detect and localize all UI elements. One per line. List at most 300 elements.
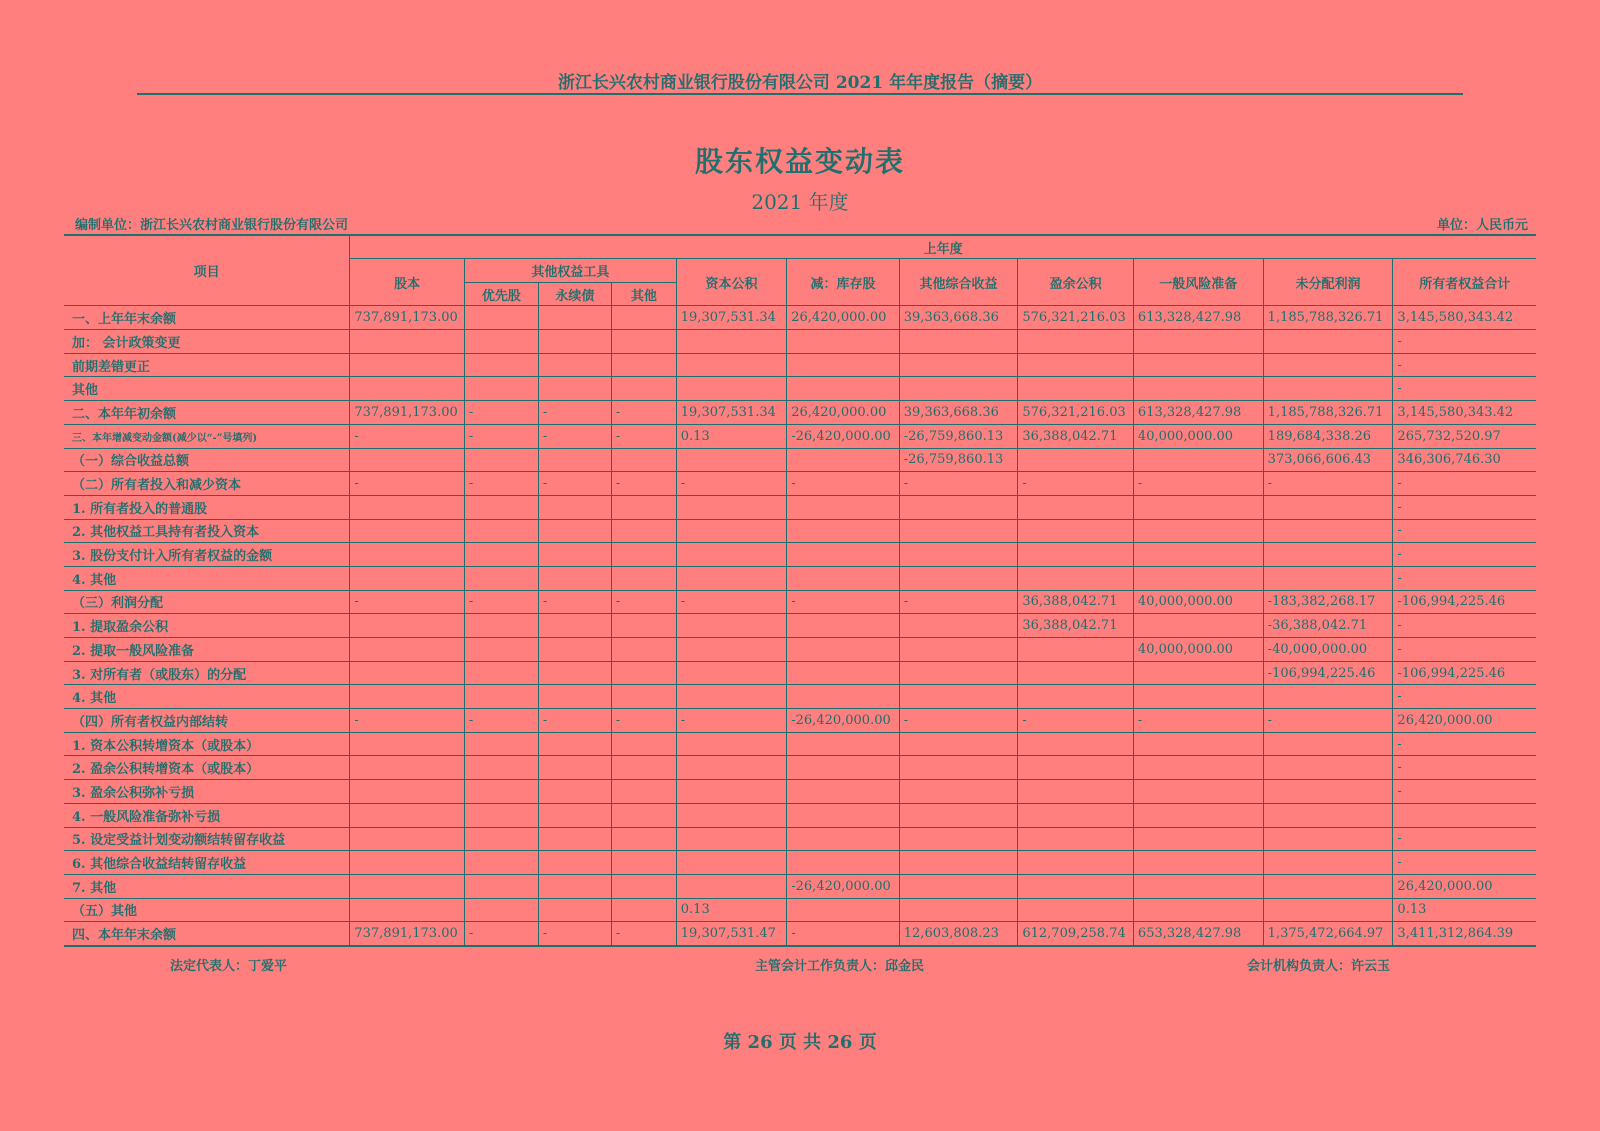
table-cell — [787, 543, 900, 567]
table-cell — [676, 377, 786, 401]
table-cell — [899, 732, 1018, 756]
table-cell — [464, 685, 538, 709]
table-cell — [538, 732, 611, 756]
table-cell — [464, 756, 538, 780]
table-cell — [1018, 377, 1134, 401]
table-cell: 36,388,042.71 — [1018, 614, 1134, 638]
table-body — [64, 306, 1536, 946]
table-cell: - — [1393, 472, 1536, 496]
table-cell: 0.13 — [676, 898, 786, 922]
table-cell — [464, 448, 538, 472]
table-cell — [899, 519, 1018, 543]
table-cell — [1018, 874, 1134, 898]
table-cell — [350, 519, 465, 543]
page-subtitle-year: 2021 年度 — [751, 190, 849, 214]
table-cell — [611, 330, 676, 354]
table-row — [64, 874, 1536, 898]
table-cell — [611, 495, 676, 519]
table-cell: -183,382,268.17 — [1263, 590, 1393, 614]
table-cell: - — [899, 709, 1018, 733]
table-cell — [1018, 448, 1134, 472]
currency-unit: 单位：人民币元 — [1436, 218, 1528, 233]
table-cell — [464, 803, 538, 827]
table-cell: - — [1018, 472, 1134, 496]
row-label: （一）综合收益总额 — [64, 448, 350, 472]
table-cell: 1,185,788,326.71 — [1263, 306, 1393, 330]
table-cell: 3,145,580,343.42 — [1393, 401, 1536, 425]
table-cell: - — [1393, 827, 1536, 851]
table-cell — [611, 353, 676, 377]
table-cell — [1263, 756, 1393, 780]
table-cell: 373,066,606.43 — [1263, 448, 1393, 472]
table-cell — [538, 306, 611, 330]
table-cell — [350, 898, 465, 922]
table-cell — [787, 353, 900, 377]
table-cell — [611, 803, 676, 827]
table-cell: - — [538, 590, 611, 614]
table-cell — [899, 614, 1018, 638]
table-cell — [1018, 566, 1134, 590]
table-row — [64, 519, 1536, 543]
table-cell — [899, 756, 1018, 780]
table-cell: - — [538, 922, 611, 946]
page-title: 股东权益变动表 — [694, 145, 905, 178]
table-cell — [350, 448, 465, 472]
table-cell: - — [899, 472, 1018, 496]
header-treasury-stock: 减：库存股 — [787, 259, 900, 306]
table-row — [64, 898, 1536, 922]
table-cell — [538, 353, 611, 377]
table-cell: - — [1393, 495, 1536, 519]
table-cell: 40,000,000.00 — [1133, 590, 1263, 614]
table-cell — [1133, 543, 1263, 567]
table-cell — [1263, 330, 1393, 354]
table-cell — [676, 543, 786, 567]
table-cell — [464, 898, 538, 922]
table-cell: 613,328,427.98 — [1133, 401, 1263, 425]
table-cell: 12,603,808.23 — [899, 922, 1018, 946]
table-cell: - — [464, 709, 538, 733]
table-cell — [1018, 803, 1134, 827]
table-row — [64, 566, 1536, 590]
table-cell — [350, 803, 465, 827]
table-row — [64, 472, 1536, 496]
table-cell: -36,388,042.71 — [1263, 614, 1393, 638]
table-cell — [1018, 898, 1134, 922]
table-cell: - — [899, 590, 1018, 614]
table-cell: 1,185,788,326.71 — [1263, 401, 1393, 425]
table-cell — [611, 543, 676, 567]
table-cell: -106,994,225.46 — [1263, 661, 1393, 685]
table-cell — [611, 874, 676, 898]
table-cell — [538, 661, 611, 685]
table-row — [64, 638, 1536, 662]
table-cell — [899, 330, 1018, 354]
table-cell: 26,420,000.00 — [1393, 874, 1536, 898]
table-cell — [350, 827, 465, 851]
table-cell: 40,000,000.00 — [1133, 638, 1263, 662]
row-label: 三、本年增减变动金额(减少以“-”号填列) — [64, 424, 350, 448]
equity-change-table — [64, 234, 1536, 947]
table-cell — [464, 851, 538, 875]
row-label: 2. 提取一般风险准备 — [64, 638, 350, 662]
row-label: 1. 所有者投入的普通股 — [64, 495, 350, 519]
header-general-risk-reserve: 一般风险准备 — [1133, 259, 1263, 306]
table-cell: - — [1393, 780, 1536, 804]
table-cell — [611, 377, 676, 401]
table-cell — [676, 732, 786, 756]
table-cell — [350, 661, 465, 685]
table-cell: - — [350, 590, 465, 614]
table-cell — [787, 827, 900, 851]
table-cell — [1263, 543, 1393, 567]
table-cell: - — [1393, 685, 1536, 709]
table-cell: - — [1393, 519, 1536, 543]
table-row — [64, 424, 1536, 448]
table-cell — [1263, 377, 1393, 401]
table-cell — [538, 827, 611, 851]
table-cell: - — [1393, 543, 1536, 567]
table-cell — [676, 661, 786, 685]
table-cell — [538, 756, 611, 780]
table-cell: 36,388,042.71 — [1018, 424, 1134, 448]
table-cell: -106,994,225.46 — [1393, 661, 1536, 685]
table-cell: 39,363,668.36 — [899, 306, 1018, 330]
table-cell: - — [1393, 566, 1536, 590]
table-cell: 737,891,173.00 — [350, 306, 465, 330]
table-cell: - — [1018, 709, 1134, 733]
table-cell — [538, 543, 611, 567]
table-cell — [1133, 330, 1263, 354]
table-cell — [899, 685, 1018, 709]
row-label: 6. 其他综合收益结转留存收益 — [64, 851, 350, 875]
table-cell — [611, 780, 676, 804]
table-row — [64, 306, 1536, 330]
table-cell — [611, 732, 676, 756]
table-cell — [1133, 827, 1263, 851]
table-cell — [1133, 732, 1263, 756]
table-cell — [787, 898, 900, 922]
table-cell: 346,306,746.30 — [1393, 448, 1536, 472]
table-row — [64, 377, 1536, 401]
table-row — [64, 661, 1536, 685]
table-cell: - — [350, 709, 465, 733]
table-cell — [611, 638, 676, 662]
table-cell — [1133, 519, 1263, 543]
row-label: 二、本年年初余额 — [64, 401, 350, 425]
table-cell — [538, 330, 611, 354]
table-cell — [1018, 495, 1134, 519]
row-label: 一、上年年末余额 — [64, 306, 350, 330]
table-cell — [538, 874, 611, 898]
header-capital-reserve: 资本公积 — [676, 259, 786, 306]
table-cell — [676, 827, 786, 851]
table-row — [64, 353, 1536, 377]
table-cell — [787, 638, 900, 662]
table-cell: - — [1263, 709, 1393, 733]
table-row — [64, 590, 1536, 614]
header-surplus-reserve: 盈余公积 — [1018, 259, 1134, 306]
table-cell: - — [464, 401, 538, 425]
row-label: 4. 一般风险准备弥补亏损 — [64, 803, 350, 827]
row-label: 四、本年年末余额 — [64, 922, 350, 946]
table-cell — [464, 732, 538, 756]
table-cell — [538, 851, 611, 875]
table-cell: 0.13 — [676, 424, 786, 448]
table-cell: - — [1393, 330, 1536, 354]
table-cell — [464, 330, 538, 354]
table-cell — [1133, 448, 1263, 472]
row-label: 7. 其他 — [64, 874, 350, 898]
table-row — [64, 330, 1536, 354]
table-row — [64, 709, 1536, 733]
table-cell — [350, 638, 465, 662]
table-cell — [1263, 495, 1393, 519]
table-row — [64, 448, 1536, 472]
table-cell — [1133, 353, 1263, 377]
table-cell — [676, 851, 786, 875]
table-cell — [1018, 851, 1134, 875]
table-cell — [1133, 874, 1263, 898]
table-cell — [538, 566, 611, 590]
table-cell — [538, 448, 611, 472]
table-row — [64, 543, 1536, 567]
header-total-equity: 所有者权益合计 — [1393, 259, 1536, 306]
table-cell: - — [611, 424, 676, 448]
table-cell — [1133, 756, 1263, 780]
header-retained-earnings: 未分配利润 — [1263, 259, 1393, 306]
table-cell — [676, 330, 786, 354]
row-label: 4. 其他 — [64, 566, 350, 590]
table-cell — [464, 638, 538, 662]
row-label: 前期差错更正 — [64, 353, 350, 377]
table-row — [64, 495, 1536, 519]
table-cell: - — [611, 472, 676, 496]
table-cell: - — [787, 590, 900, 614]
table-cell — [1018, 330, 1134, 354]
table-cell — [676, 566, 786, 590]
table-row — [64, 732, 1536, 756]
table-cell — [538, 377, 611, 401]
row-label: 其他 — [64, 377, 350, 401]
header-other-equity-instruments: 其他权益工具 — [464, 259, 676, 283]
header-divider — [137, 93, 1463, 95]
table-cell: 189,684,338.26 — [1263, 424, 1393, 448]
table-cell — [1133, 803, 1263, 827]
table-cell: 613,328,427.98 — [1133, 306, 1263, 330]
table-cell — [611, 519, 676, 543]
table-cell — [787, 803, 900, 827]
table-cell — [787, 519, 900, 543]
table-cell: - — [1133, 709, 1263, 733]
table-cell: 265,732,520.97 — [1393, 424, 1536, 448]
table-cell: 737,891,173.00 — [350, 922, 465, 946]
table-row — [64, 780, 1536, 804]
table-cell — [464, 306, 538, 330]
header-perpetual-bonds: 永续债 — [538, 282, 611, 306]
table-cell — [1263, 803, 1393, 827]
table-row — [64, 803, 1536, 827]
table-cell — [899, 353, 1018, 377]
table-cell: - — [611, 590, 676, 614]
table-cell — [787, 330, 900, 354]
table-cell: -26,759,860.13 — [899, 448, 1018, 472]
table-cell: 576,321,216.03 — [1018, 401, 1134, 425]
header-other: 其他 — [611, 282, 676, 306]
table-cell: - — [464, 922, 538, 946]
table-cell: - — [464, 590, 538, 614]
header-preferred-shares: 优先股 — [464, 282, 538, 306]
table-cell — [538, 638, 611, 662]
table-cell — [350, 756, 465, 780]
table-cell: - — [1393, 353, 1536, 377]
table-cell — [1133, 898, 1263, 922]
table-cell — [464, 519, 538, 543]
table-row — [64, 685, 1536, 709]
table-cell: - — [1393, 638, 1536, 662]
table-cell: 19,307,531.47 — [676, 922, 786, 946]
table-cell: - — [611, 922, 676, 946]
table-cell — [1018, 353, 1134, 377]
table-cell — [676, 614, 786, 638]
row-label: （四）所有者权益内部结转 — [64, 709, 350, 733]
row-label: （五）其他 — [64, 898, 350, 922]
table-cell — [464, 566, 538, 590]
table-cell: 26,420,000.00 — [1393, 709, 1536, 733]
table-cell — [611, 685, 676, 709]
table-cell — [1263, 685, 1393, 709]
table-cell: - — [676, 472, 786, 496]
table-cell — [611, 756, 676, 780]
table-cell — [1018, 661, 1134, 685]
table-cell: 19,307,531.34 — [676, 306, 786, 330]
table-cell — [1133, 566, 1263, 590]
table-row — [64, 827, 1536, 851]
header-oci: 其他综合收益 — [899, 259, 1018, 306]
table-cell: -26,759,860.13 — [899, 424, 1018, 448]
table-cell: -26,420,000.00 — [787, 874, 900, 898]
table-cell — [899, 495, 1018, 519]
table-cell — [676, 756, 786, 780]
table-cell — [1018, 685, 1134, 709]
table-cell — [538, 614, 611, 638]
preparer-unit: 编制单位：浙江长兴农村商业银行股份有限公司 — [75, 218, 349, 233]
table-cell — [676, 448, 786, 472]
table-cell — [1393, 803, 1536, 827]
table-cell — [464, 543, 538, 567]
table-cell — [899, 874, 1018, 898]
header-item: 项目 — [64, 235, 350, 306]
table-cell — [787, 448, 900, 472]
table-cell — [676, 874, 786, 898]
table-row — [64, 756, 1536, 780]
table-cell — [899, 566, 1018, 590]
table-cell — [787, 566, 900, 590]
row-label: 加： 会计政策变更 — [64, 330, 350, 354]
table-cell — [899, 851, 1018, 875]
table-cell — [1263, 851, 1393, 875]
row-label: （三）利润分配 — [64, 590, 350, 614]
header-share-capital: 股本 — [350, 259, 465, 306]
table-cell — [464, 874, 538, 898]
table-row — [64, 614, 1536, 638]
row-label: 3. 对所有者（或股东）的分配 — [64, 661, 350, 685]
table-cell: - — [1393, 756, 1536, 780]
table-cell: - — [350, 424, 465, 448]
table-cell — [1018, 519, 1134, 543]
table-cell — [350, 377, 465, 401]
table-cell: 3,145,580,343.42 — [1393, 306, 1536, 330]
table-cell — [1263, 780, 1393, 804]
table-cell — [899, 543, 1018, 567]
table-cell: -106,994,225.46 — [1393, 590, 1536, 614]
table-cell — [611, 448, 676, 472]
table-cell: 3,411,312,864.39 — [1393, 922, 1536, 946]
table-cell — [1263, 566, 1393, 590]
table-cell — [538, 495, 611, 519]
table-cell — [787, 851, 900, 875]
table-cell — [1133, 377, 1263, 401]
table-cell: - — [464, 472, 538, 496]
table-cell — [350, 732, 465, 756]
table-cell: - — [787, 472, 900, 496]
table-cell — [787, 685, 900, 709]
table-cell: - — [787, 922, 900, 946]
table-cell — [676, 685, 786, 709]
table-cell — [787, 661, 900, 685]
table-cell — [350, 543, 465, 567]
table-cell: - — [676, 709, 786, 733]
row-label: 2. 盈余公积转增资本（或股本） — [64, 756, 350, 780]
table-cell — [611, 851, 676, 875]
table-cell: 737,891,173.00 — [350, 401, 465, 425]
table-cell — [464, 661, 538, 685]
table-cell — [1018, 827, 1134, 851]
page-number: 第 26 页 共 26 页 — [723, 1032, 877, 1053]
table-cell — [676, 803, 786, 827]
table-cell — [899, 827, 1018, 851]
table-row — [64, 401, 1536, 425]
table-cell: - — [538, 709, 611, 733]
table-row — [64, 922, 1536, 946]
table-cell — [899, 803, 1018, 827]
table-cell — [1263, 353, 1393, 377]
table-cell — [611, 827, 676, 851]
table-cell: 26,420,000.00 — [787, 306, 900, 330]
table-cell: 1,375,472,664.97 — [1263, 922, 1393, 946]
table-cell — [538, 780, 611, 804]
table-cell: - — [538, 424, 611, 448]
table-cell — [1018, 638, 1134, 662]
table-cell — [676, 353, 786, 377]
table-cell — [1263, 732, 1393, 756]
table-cell: 576,321,216.03 — [1018, 306, 1134, 330]
table-cell — [1133, 780, 1263, 804]
table-cell — [1133, 685, 1263, 709]
table-cell: - — [1133, 472, 1263, 496]
table-cell: 19,307,531.34 — [676, 401, 786, 425]
table-cell — [1133, 661, 1263, 685]
row-label: 1. 资本公积转增资本（或股本） — [64, 732, 350, 756]
table-cell — [1263, 519, 1393, 543]
table-cell — [899, 780, 1018, 804]
table-cell — [350, 566, 465, 590]
table-cell: - — [676, 590, 786, 614]
table-cell: -40,000,000.00 — [1263, 638, 1393, 662]
table-cell — [1133, 495, 1263, 519]
table-cell — [538, 803, 611, 827]
table-cell: - — [538, 401, 611, 425]
